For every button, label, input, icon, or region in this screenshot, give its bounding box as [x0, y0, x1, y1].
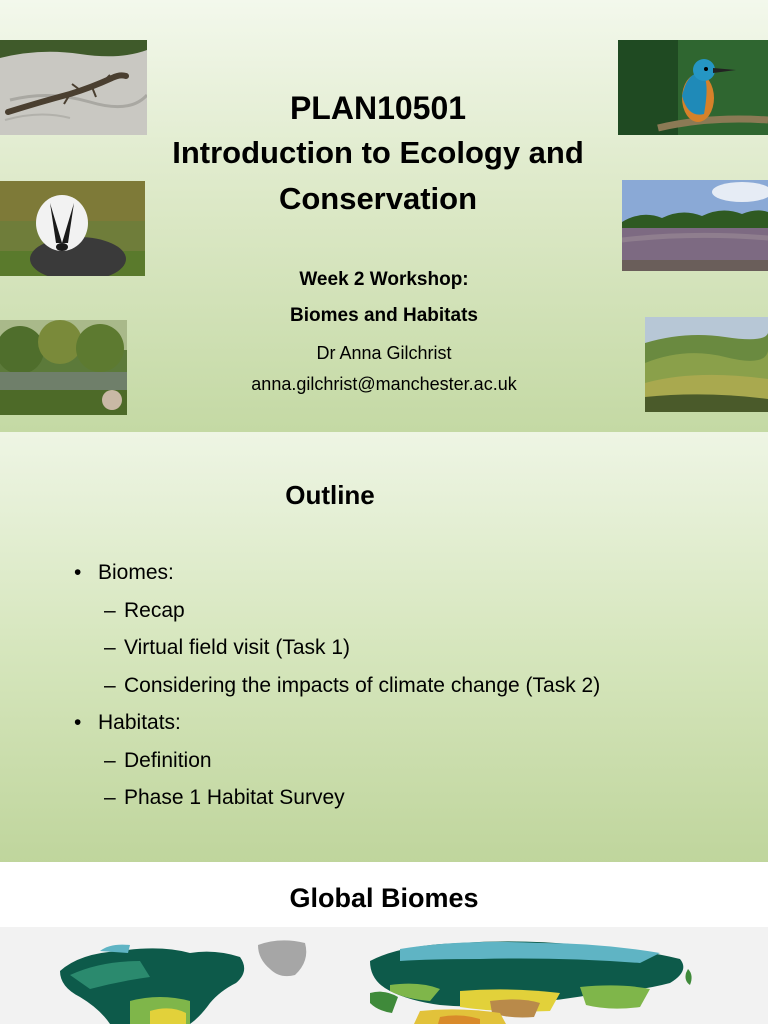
list-subitem [74, 667, 734, 705]
list-subitem-label: Definition [124, 748, 212, 772]
course-code: PLAN10501 [289, 90, 467, 126]
global-biomes-slide [0, 865, 768, 1024]
list-subitem-label: Recap [124, 598, 185, 622]
dash-glyph: – [104, 636, 116, 659]
title-slide [0, 0, 768, 432]
outline-list [74, 554, 734, 817]
course-title-line1: Introduction to Ecology and [172, 135, 584, 170]
dash-glyph: – [104, 598, 116, 622]
rolling-hills-photo [645, 317, 768, 412]
workshop-subtitle [180, 262, 588, 334]
workshop-line2: Biomes and Habitats [290, 305, 478, 326]
list-subitem [74, 742, 734, 780]
author-block [180, 338, 588, 400]
workshop-line1: Week 2 Workshop: [299, 269, 469, 290]
list-subitem [74, 592, 734, 630]
list-subitem-label: Virtual field visit (Task 1) [124, 636, 351, 659]
list-item-label: Biomes: [98, 561, 174, 584]
badger-photo [0, 181, 145, 276]
course-title-line2: Conservation [278, 181, 478, 216]
world-biome-map [40, 931, 700, 1024]
dash-glyph: – [104, 673, 116, 697]
dash-glyph: – [104, 786, 116, 809]
list-item [74, 704, 734, 742]
author-name: Dr Anna Gilchrist [316, 343, 452, 363]
heathland-photo [622, 180, 768, 271]
list-item [74, 554, 734, 592]
kingfisher-photo [618, 40, 768, 135]
list-subitem-label: Considering the impacts of climate change (Task 2) [124, 673, 601, 697]
outline-slide [0, 432, 768, 865]
list-subitem-label: Phase 1 Habitat Survey [124, 786, 345, 809]
riverside-woodland-photo [0, 320, 127, 415]
outline-heading: Outline [285, 480, 375, 510]
biomes-heading: Global Biomes [289, 883, 479, 913]
list-subitem [74, 629, 734, 667]
list-item-label: Habitats: [98, 711, 181, 734]
course-title-block [140, 86, 616, 222]
bullet-glyph: • [74, 561, 82, 584]
author-email: anna.gilchrist@manchester.ac.uk [251, 374, 517, 394]
bullet-glyph: • [74, 711, 82, 734]
lizard-photo [0, 40, 147, 135]
list-subitem [74, 779, 734, 817]
dash-glyph: – [104, 748, 116, 772]
